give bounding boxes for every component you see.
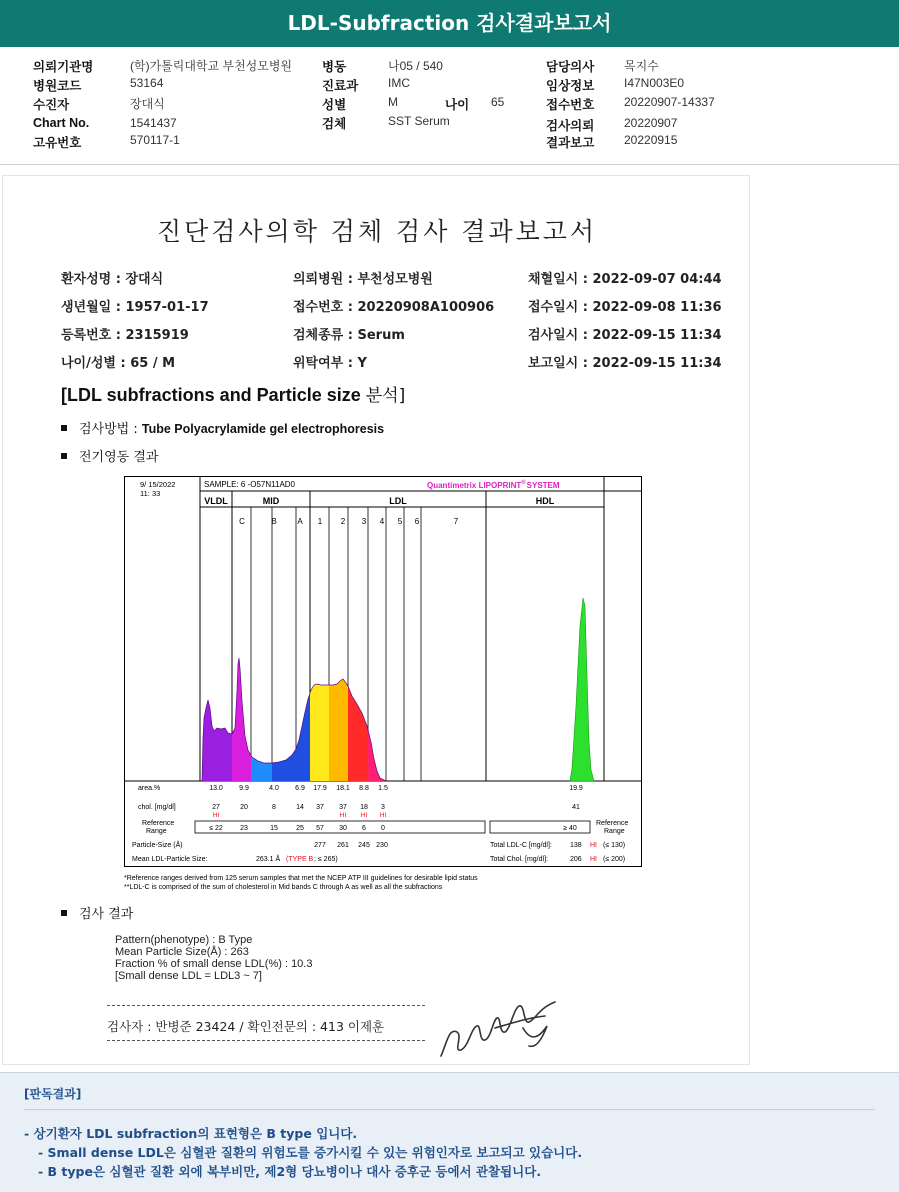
section-title-kr: 분석] [365,386,406,406]
specimen-label: 검체 [322,117,347,131]
doctor-label: 담당의사 [546,60,595,74]
bullet-icon [61,910,67,916]
chol-value: 37 [316,804,324,811]
order-info-header [0,57,899,160]
electrophoresis-heading [61,446,158,465]
chol-value-hdl: 41 [572,804,580,811]
receipt-number: 접수번호 : 20220908A100906 [293,300,495,315]
birth-date: 생년월일 : 1957-01-17 [61,300,209,315]
chart-no-value: 1541437 [130,116,177,130]
result-summary [115,934,312,982]
band-label: B [271,517,277,526]
bullet-icon [61,453,67,459]
chol-value: 27 [212,804,220,811]
header-divider [0,164,899,165]
area-value: 17.9 [313,785,327,792]
ref-value: 0 [381,825,385,832]
interpretation-line-3: - B type은 심혈관 질환 외에 복부비만, 제2형 당뇨병이나 대사 증후군 등에서 관찰됩니다. [38,1164,542,1179]
unique-no-label: 고유번호 [33,136,82,150]
chart-no-label: Chart No. [33,116,90,130]
footnote-1: *Reference ranges derived from 125 serum samples that met the NCEP ATP III guidelines for desirable lipid status [124,875,478,882]
band-label: 1 [317,517,323,526]
receipt-no-value: 20220907-14337 [624,95,715,109]
total-chol-value: 206 [570,856,582,863]
ref-value-hdl: ≥ 40 [563,825,577,832]
mean-size-value: 263.1 Å [256,856,281,863]
report-date-label: 결과보고 [546,136,595,150]
region-label-vldl: VLDL [204,496,228,506]
band-label: 5 [397,517,403,526]
ref-value: 15 [270,825,278,832]
section-title-en: [LDL subfractions and Particle size [61,385,366,405]
chol-value: 37 [339,804,347,811]
signature-image [435,998,565,1060]
age-value: 65 [491,95,505,109]
report-title-bar: LDL-Subfraction 검사결과보고서 [0,0,899,47]
total-ldl-value: 138 [570,842,582,849]
interpretation-line-1: - 상기환자 LDL subfraction의 표현형은 B type 입니다. [24,1126,358,1141]
band-label: 4 [379,517,385,526]
lipoprint-chart [124,476,642,894]
clinical-info-value: I47N003E0 [624,76,685,90]
request-date-label: 검사의뢰 [546,119,595,133]
ref-value: 30 [339,825,347,832]
collection-datetime: 채혈일시 : 2022-09-07 04:44 [528,272,722,287]
request-date-value: 20220907 [624,116,678,130]
result-fraction: Fraction % of small dense LDL(%) : 10.3 [115,958,313,970]
chart-brand-reg: ® [521,480,526,486]
method-label: 검사방법 : [79,422,142,437]
section-title [61,381,405,406]
total-chol-range: (≤ 200) [603,856,626,863]
interpretation-panel [0,1072,899,1192]
particle-size-label: Particle-Size (Å) [132,842,183,849]
row-label-chol: chol. [mg/dl] [138,804,176,811]
region-label-hdl: HDL [535,496,555,506]
ref-value: ≤ 22 [209,825,223,832]
chol-hi-flag: HI [339,812,347,819]
particle-size-value: 261 [337,842,349,849]
area-value: 1.5 [378,785,388,792]
doctor-value: 목지수 [624,59,659,73]
scanned-report [2,175,750,1065]
band-label: 7 [453,517,459,526]
chol-hi-flag: HI [212,812,220,819]
interpretation-line-2: - Small dense LDL은 심혈관 질환의 위험도를 증가시킬 수 있는 위험인자로 보고되고 있습니다. [38,1145,583,1160]
result-pattern: Pattern(phenotype) : B Type [115,934,253,946]
ref-value: 23 [240,825,248,832]
result-definition: [Small dense LDL = LDL3 ~ 7] [115,970,262,982]
chart-sample-id: SAMPLE: 6 -O57N11AD0 [204,480,296,489]
report-date-value: 20220915 [624,133,678,147]
chol-hi-flag: HI [360,812,368,819]
hospital-code-value: 53164 [130,76,164,90]
patient-value: 장대식 [130,97,165,111]
chol-value: 20 [240,804,248,811]
chart-date: 9/ 15/2022 [140,480,176,489]
sex-value: M [388,95,398,109]
ref-value: 25 [296,825,304,832]
electrophoresis-label: 전기영동 결과 [79,450,159,465]
total-ldl-range: (≤ 130) [603,842,626,849]
sex-label: 성별 [322,98,347,112]
receipt-datetime: 접수일시 : 2022-09-08 11:36 [528,300,722,315]
hospital-value: (학)가톨릭대학교 부천성모병원 [130,59,293,73]
chol-value: 18 [360,804,368,811]
particle-size-value: 277 [314,842,326,849]
interpretation-divider [24,1109,875,1110]
area-value: 18.1 [336,785,350,792]
mean-size-label: Mean LDL-Particle Size: [132,856,208,863]
signature-dash-top [107,1005,425,1006]
result-heading [61,903,133,922]
chart-brand-name: Quantimetrix LIPOPRINT [427,481,522,490]
curve-segment-7 [329,679,348,781]
band-label: C [239,517,245,526]
dept-label: 진료과 [322,79,359,93]
total-chol-label: Total Chol. [mg/dl]: [490,856,548,863]
ref-value: 57 [316,825,324,832]
row-label-ref: Reference Range [142,820,175,835]
area-value: 4.0 [269,785,279,792]
row-label-ref-right: Reference Range [596,820,629,835]
ward-value: 나05 / 540 [388,59,443,73]
hospital-label: 의뢰기관명 [33,60,94,74]
chol-value: 3 [381,804,385,811]
area-value: 8.8 [359,785,369,792]
clinical-info-label: 임상정보 [546,79,595,93]
chart-brand [427,479,560,490]
region-label-mid: MID [262,496,280,506]
area-value: 6.9 [295,785,305,792]
mean-size-range: ; ≤ 265) [314,856,338,863]
patient-name: 환자성명 : 장대식 [61,272,164,287]
chol-value: 8 [272,804,276,811]
registration-number: 등록번호 : 2315919 [61,328,189,343]
requesting-hospital: 의뢰병원 : 부천성모병원 [293,272,433,287]
chol-value: 14 [296,804,304,811]
patient-label: 수진자 [33,98,70,112]
chol-hi-flag: HI [379,812,387,819]
result-label: 검사 결과 [79,907,134,922]
method-line [61,418,384,437]
band-label: 2 [340,517,346,526]
chart-time: 11: 33 [140,489,161,498]
mean-size-type: (TYPE B [286,856,314,863]
particle-size-value: 230 [376,842,388,849]
area-value: 13.0 [209,785,223,792]
area-value-hdl: 19.9 [569,785,583,792]
band-label: 6 [414,517,420,526]
chart-brand-system: SYSTEM [526,481,560,490]
row-label-area: area.% [138,785,161,792]
signature-dash-bottom [107,1040,425,1041]
outsourced: 위탁여부 : Y [293,356,367,371]
specimen-type: 검체종류 : Serum [293,328,405,343]
region-label-ldl: LDL [389,496,407,506]
footnote-2: **LDL-C is comprised of the sum of cholesterol in Mid bands C through A as well as all the subfractions [124,884,443,891]
unique-no-value: 570117-1 [130,133,180,147]
band-label: 3 [361,517,367,526]
receipt-no-label: 접수번호 [546,98,595,112]
dept-value: IMC [388,76,410,90]
hospital-code-label: 병원코드 [33,79,82,93]
total-chol-flag: HI [590,856,597,863]
interpretation-title: [판독결과] [24,1087,82,1101]
age-sex: 나이/성별 : 65 / M [61,356,176,371]
area-value: 9.9 [239,785,249,792]
curve-segment-6 [310,684,329,781]
result-mean-size: Mean Particle Size(Å) : 263 [115,946,249,958]
total-ldl-flag: HI [590,842,597,849]
test-datetime: 검사일시 : 2022-09-15 11:34 [528,328,722,343]
report-datetime: 보고일시 : 2022-09-15 11:34 [528,356,722,371]
specimen-value: SST Serum [388,114,450,128]
particle-size-value: 245 [358,842,370,849]
age-label: 나이 [445,98,470,112]
ref-value: 6 [362,825,366,832]
scanned-report-title: 진단검사의학 검체 검사 결과보고서 [156,217,598,246]
total-ldl-label: Total LDL-C [mg/dl]: [490,842,552,849]
ward-label: 병동 [322,60,347,74]
band-label: A [297,517,303,526]
inspector-line: 검사자 : 반병준 23424 / 확인전문의 : 413 이제훈 [107,1019,385,1034]
bullet-icon [61,425,67,431]
method-value: Tube Polyacrylamide gel electrophoresis [141,422,385,436]
